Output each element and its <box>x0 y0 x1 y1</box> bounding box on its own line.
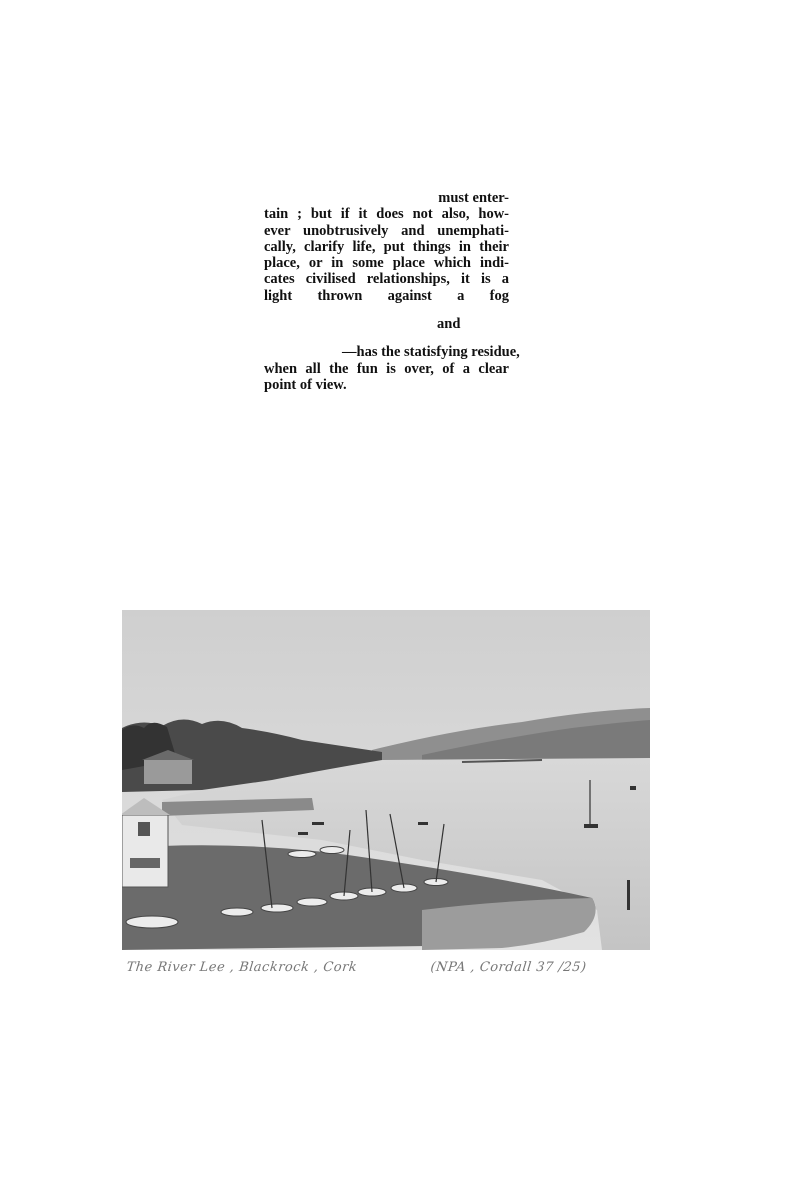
photo-caption-credit: (NPA , Cordall 37 /25) <box>429 960 588 975</box>
text-line-4: cally, clarify life, put things in their <box>264 238 509 255</box>
text-line-5: place, or in some place which indi- <box>264 255 509 272</box>
text-line-3: ever unobtrusively and unemphati- <box>264 222 509 239</box>
text-line-6: cates civilised relationships, it is a <box>264 271 509 288</box>
river-photograph <box>122 610 650 950</box>
text-line-10: when all the fun is over, of a clear <box>264 360 509 377</box>
photo-caption-title: The River Lee , Blackrock , Cork <box>125 960 358 975</box>
quoted-text-block <box>264 190 520 393</box>
text-line-11: point of view. <box>264 376 347 393</box>
text-line-7: light thrown against a fog <box>264 287 509 304</box>
text-line-2: tain ; but if it does not also, how- <box>264 206 509 223</box>
text-line-1: must enter- <box>438 190 509 206</box>
text-line-9: —has the statisfying residue, <box>342 344 520 361</box>
text-line-8: and <box>437 316 461 333</box>
